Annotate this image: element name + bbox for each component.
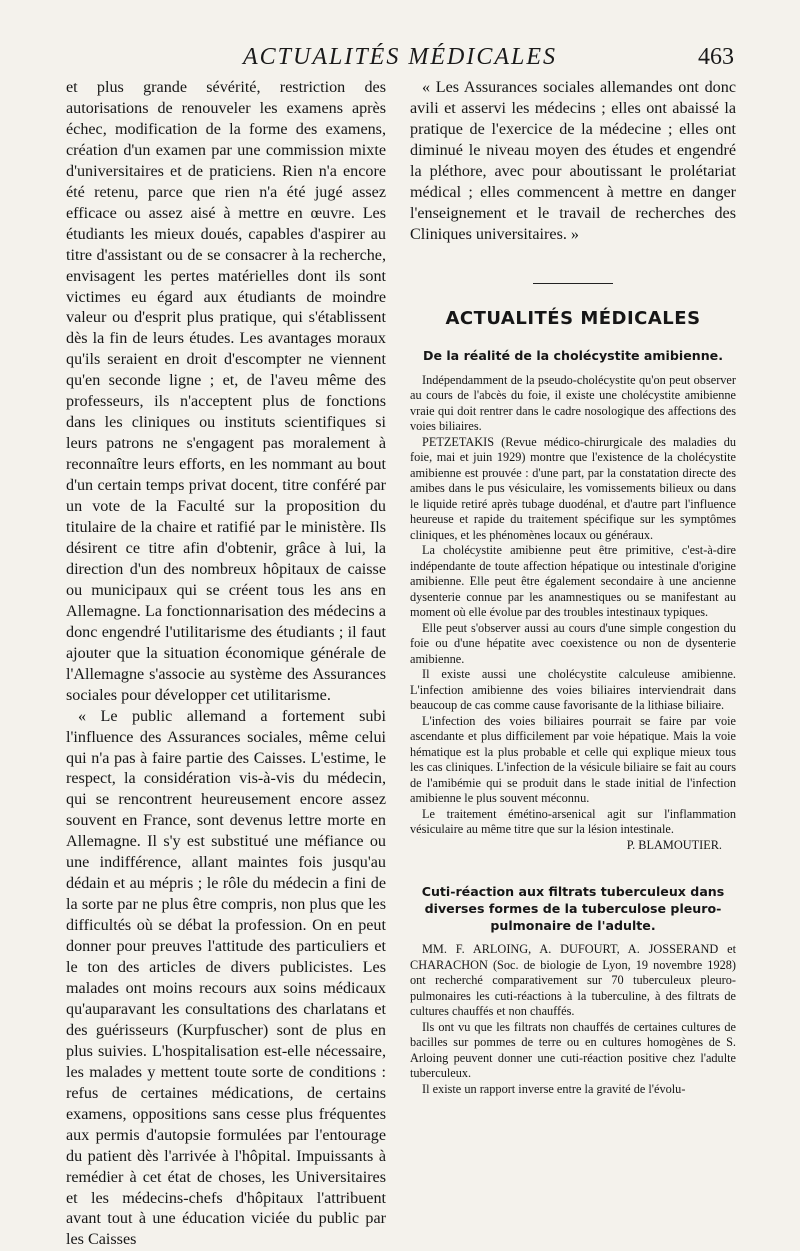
running-title: ACTUALITÉS MÉDICALES bbox=[242, 44, 557, 70]
article-2-paragraph: MM. F. ARLOING, A. DUFOURT, A. JOSSERAND et CHARACHON (Soc. de biologie de Lyon, 19 novembre 1928) ont recherché comparativement sur 70 tuberculeux pleuro-pulmonaires les cuti-réactions à la tuberculine, à des filtrats de cultures chauffés et non chauffés. bbox=[410, 942, 736, 1019]
article-2-title: Cuti-réaction aux filtrats tuberculeux dans diverses formes de la tuberculose pleuro-pulmonaire de l'adulte. bbox=[421, 884, 725, 934]
article-2-paragraph: Ils ont vu que les filtrats non chauffés de certaines cultures de bacilles sur pommes de terre ou en cultures homogènes de S. Arloing peuvent donner une cuti-réaction positive chez l'adulte tuberculeux. bbox=[410, 1019, 736, 1081]
article-1-paragraph: La cholécystite amibienne peut être primitive, c'est-à-dire indépendante de toute affection hépatique ou intestinale d'origine amibienne. Elle peut être également secondaire à une ancienne dysenterie connue par les anamnestiques ou se manifestant au moment où elle évolue par des troubles intestinaux typiques. bbox=[410, 543, 736, 620]
article-1-paragraph: Le traitement émétino-arsenical agit sur l'inflammation vésiculaire au même titre que sur la lésion intestinale. bbox=[410, 806, 736, 837]
article-2-paragraph: Il existe un rapport inverse entre la gravité de l'évolu- bbox=[422, 1081, 686, 1096]
left-paragraph-1: et plus grande sévérité, restriction des autorisations de renouveler les examens après échec, modification de la forme des examens, création d'un examen par une commission mixte d'universitaires et de praticiens. Rien n'a encore été retenu, parce que rien n'a été jugé assez efficace ou assez aisé à mettre en œuvre. Les étudiants les mieux doués, capables d'aspirer au titre d'assistant ou de se consacrer à la recherche, envisagent les pertes matérielles dont ils sont victimes eu égard aux étudiants de moindre valeur ou d'esprit plus pratique, qui s'établissent dès la fin de leurs études. Les avantages moraux qu'ils seraient en droit d'escompter ne viennent qu'en seconde ligne ; et, de l'aveu même des professeurs, ils n'acceptent plus de fonctions dans les cliniques ou instituts scientifiques si leurs patrons ne s'engagent pas moralement à reconnaître leurs efforts, en les nommant au bout d'un certain temps privat docent, titre conféré par un vote de la Faculté sur la proposition du titulaire de la chaire et ratifié par le ministère. Ils désirent ce titre afin d'obtenir, grâce à lui, la direction d'un des nombreux hôpitaux de caisse ou municipaux qui se créent tous les ans en Allemagne. La fonctionnarisation des médecins a donc engendré l'utilitarisme des étudiants ; il faut ajouter que la situation économique générale de l'Allemagne s'associe au système des Assurances sociales pour développer cet utilitarisme. bbox=[66, 79, 386, 704]
page-number: 463 bbox=[698, 44, 734, 70]
article-1-paragraph: L'infection des voies biliaires pourrait se faire par voie ascendante et plus difficilement par voie hépatique. Mais la voie hématique est la plus probable et celle qui explique mieux tous les cas cliniques. L'infection de la vésicule biliaire se fait au cours de l'amibémie qui se produit dans le stade initial de l'infection amibienne le plus souvent méconnu. bbox=[410, 713, 736, 806]
article-1-paragraph: Elle peut s'observer aussi au cours d'une simple congestion du foie ou d'une hépatite avec coexistence ou non de dysenterie amibienne. bbox=[410, 620, 736, 666]
article-1-title: De la réalité de la cholécystite amibienne. bbox=[422, 347, 723, 363]
article-1-body bbox=[410, 373, 736, 854]
section-title: ACTUALITÉS MÉDICALES bbox=[445, 307, 701, 329]
article-1-paragraph: PETZETAKIS (Revue médico-chirurgicale des maladies du foie, mai et juin 1929) montre que l'existence de la cholécystite amibienne est prouvée : d'une part, par la constatation directe des amibes dans le pus vésiculaire, les vomissements bilieux ou dans le liquide retiré après tubage duodénal, et d'autre part l'influence heureuse et rapide du traitement spécifique sur les symptômes cliniques, et les phénomènes locaux ou généraux. bbox=[410, 434, 736, 542]
left-column bbox=[66, 78, 386, 1251]
left-paragraph-2: « Le public allemand a fortement subi l'influence des Assurances sociales, même celui qui n'a pas à faire partie des Caisses. L'estime, le respect, la considération vis-à-vis du médecin, qui se rencontrent heureusement encore assez souvent en France, sont devenus lettre morte en Allemagne. Il s'y est substitué une méfiance ou une indifférence, allant maintes fois jusqu'au dédain et au mépris ; le rôle du médecin a fini de la sorte par ne plus être compris, non plus que les difficultés où se débat la profession. On en peut donner pour preuves l'attitude des particuliers et le ton des articles de divers publicistes. Les malades ont moins recours aux soins médicaux qu'auparavant les consultations des charlatans et des guérisseurs (Kurpfuscher) sont de plus en plus suivies. L'hospitalisation est-elle nécessaire, les malades y mettent toute sorte de conditions : refus de certaines médications, de certains examens, oppositions sans cesse plus fréquentes aux permis d'autopsie formulées par l'entourage du patient dès l'arrivée à l'hôpital. Impuissants à remédier à cet état de choses, les Universitaires et les médecins-chefs d'hôpitaux l'attribuent avant tout à une éducation viciée du public par les Caisses bbox=[66, 707, 386, 1249]
article-1-paragraph: Il existe aussi une cholécystite calculeuse amibienne. L'infection amibienne des voies biliaires interviendrait dans beaucoup de cas comme cause favorisante de la lithiase biliaire. bbox=[410, 667, 736, 713]
section-divider bbox=[533, 283, 613, 284]
article-2-body bbox=[410, 942, 736, 1097]
article-1-author: P. BLAMOUTIER. bbox=[626, 837, 722, 852]
right-column bbox=[410, 78, 736, 1097]
quote-paragraph: « Les Assurances sociales allemandes ont donc avili et asservi les médecins ; elles ont abaissé la pratique de l'exercice de la médecine ; elles ont diminué le niveau moyen des études et engendré la pléthore, avec pour aboutissant le prolétariat médical ; elles commencent à mettre en danger l'enseignement et le travail de recherches des Cliniques universitaires. » bbox=[410, 79, 736, 243]
article-1-paragraph: Indépendamment de la pseudo-cholécystite qu'on peut observer au cours de l'abcès du foie, il existe une cholécystite amibienne vraie qui doit rentrer dans le cadre nosologique des affections des voies biliaires. bbox=[410, 372, 736, 434]
